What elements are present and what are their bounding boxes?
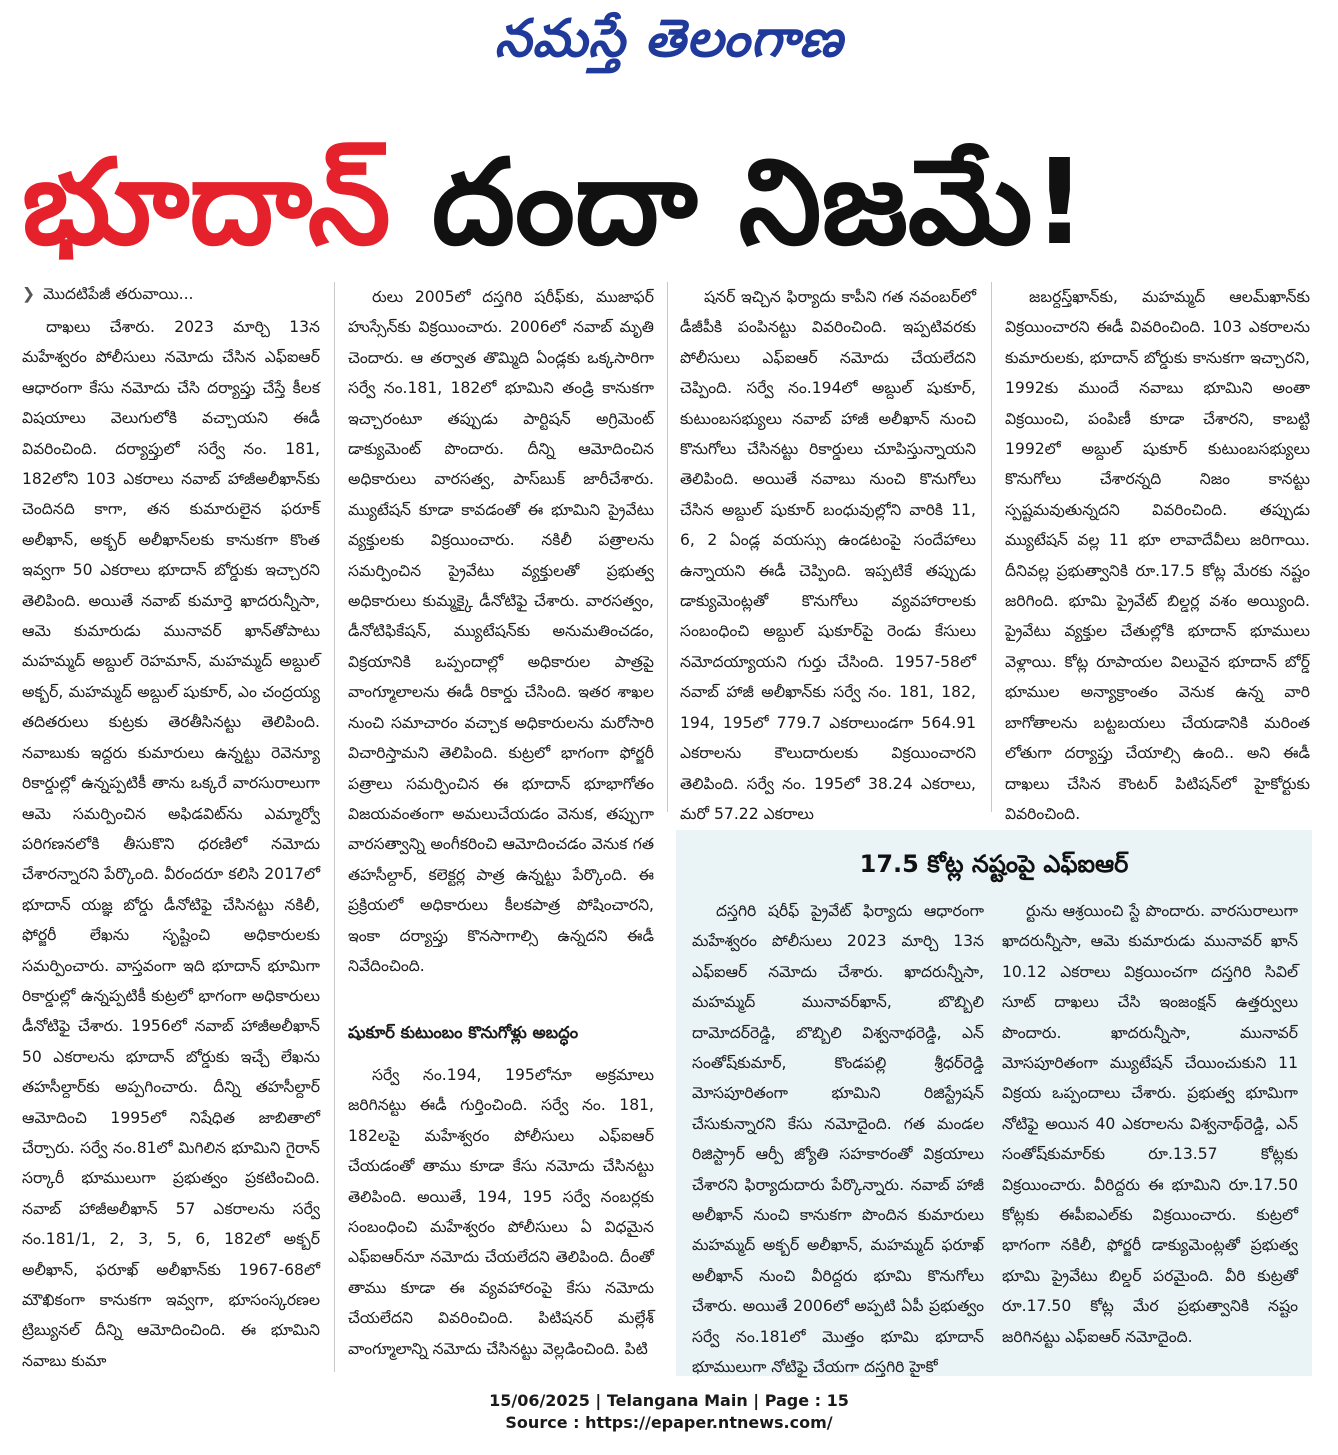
box-column-2-text: ర్టును ఆశ్రయించి స్టే పొందారు. వారసురాలుగా ఖాదరున్నీసా, ఆమె కుమారుడు మునావర్ ఖాన్ 10.12 ఎకరాలు విక్రయించగా దస్తగిరి సివిల్ సూట్ దాఖలు చేసి ఇంజంక్షన్ ఉత్తర్వులు పొందారు. ఖాదరున్నీసా, మునావర్ మోసపూరితంగా మ్యుటేషన్ చేయించుకుని 11 విక్రయ ఒప్పందాలు చేశారు. ప్రభుత్వ భూమిగా నోటిఫై అయిన 40 ఎకరాలను విశ్వనాథ్‌రెడ్డి, ఎన్ సంతోష్‌కుమార్‌కు రూ.13.57 కోట్లకు విక్రయించారు. వీరిద్దరు ఈ భూమిని రూ.17.50 కోట్లకు ఈపీఐఎల్‌కు విక్రయించారు. కుట్రలో భాగంగా నకిలీ, ఫోర్జరీ డాక్యుమెంట్లతో ప్రభుత్వ భూమి ప్రైవేటు బిల్డర్ పరమైంది. వీరి కుట్రతో రూ.17.50 కోట్ల మేర ప్రభుత్వానికి నష్టం జరిగినట్టు ఎఫ్ఐఆర్ నమోదైంది. bbox=[1002, 902, 1298, 1346]
page-footer bbox=[0, 1390, 1338, 1446]
sidebar-box bbox=[676, 830, 1312, 1376]
footer-date-edition: 15/06/2025 | Telangana Main | Page : 15 bbox=[489, 1391, 849, 1410]
headline bbox=[22, 132, 1322, 272]
column-divider bbox=[991, 282, 992, 812]
continued-label: మొదటిపేజీ తరువాయి... bbox=[43, 285, 194, 303]
article-column-3 bbox=[680, 282, 976, 823]
column-3-text: షనర్ ఇచ్చిన ఫిర్యాదు కాపీని గత నవంబర్‌లో డీజీపీకి పంపినట్టు వివరించింది. ఇప్పటివరకు పోలీసులు ఎఫ్ఐఆర్ నమోదు చేయలేదని చెప్పింది. సర్వే నం.194లో అబ్దుల్ షుకూర్, కుటుంబసభ్యులు నవాబ్ హాజీ అలీఖాన్ నుంచి కొనుగోలు చేసినట్టు రికార్డులు చూపిస్తున్నాయని తెలిపింది. అయితే నవాబు నుంచి కొనుగోలు చేసిన అబ్దుల్ షుకూర్ బంధువుల్లోని వారికి 11, 6, 2 ఏండ్ల వయస్సు ఉండటంపై సందేహాలు ఉన్నాయని ఈడీ చెప్పింది. ఇప్పటికే తప్పుడు డాక్యుమెంట్లతో కొనుగోలు వ్యవహారాలకు సంబంధించి అబ్దుల్ షుకూర్‌పై రెండు కేసులు నమోదయ్యాయని గుర్తు చేసింది. 1957-58లో నవాబ్ హాజీ అలీఖాన్‌కు సర్వే నం. 181, 182, 194, 195లో 779.7 ఎకరాలుండగా 564.91 ఎకరాలను కౌలుదారులకు విక్రయించారని తెలిపింది. సర్వే నం. 195లో 38.24 ఎకరాలు, మరో 57.22 ఎకరాలు bbox=[680, 288, 976, 823]
subheading: షుకూర్ కుటుంబం కొనుగోళ్లు అబద్ధం bbox=[348, 1023, 579, 1042]
chevron-right-icon: ❯ bbox=[22, 285, 36, 303]
box-column-1 bbox=[692, 896, 984, 1377]
article-column-4 bbox=[1005, 282, 1310, 823]
article-column-2-continued bbox=[348, 1060, 654, 1370]
masthead-logo: నమస్తే తెలంగాణ bbox=[494, 9, 844, 69]
column-2b-text: సర్వే నం.194, 195లోనూ అక్రమాలు జరిగినట్టు ఈడీ గుర్తించింది. సర్వే నం. 181, 182లపై మహేశ్వరం పోలీసులు ఎఫ్ఐఆర్ చేయడంతో తాము కూడా కేసు నమోదు చేసినట్టు తెలిపింది. అయితే, 194, 195 సర్వే నంబర్లకు సంబంధించి మహేశ్వరం పోలీసులు ఏ విధమైన ఎఫ్ఐఆర్‌నూ నమోదు చేయలేదని తెలిపింది. దీంతో తాము కూడా ఈ వ్యవహారంపై కేసు నమోదు చేయలేదని వివరించింది. పిటిషనర్ మల్లేశ్ వాంగ్మూలాన్ని నమోదు చేసినట్టు వెల్లడించింది. పిటి bbox=[348, 1066, 654, 1358]
column-2-text: రులు 2005లో దస్తగిరి షరీఫ్‌కు, ముజాఫర్ హుస్సేన్‌కు విక్రయించారు. 2006లో నవాబ్ మృతి చెందారు. ఆ తర్వాత తొమ్మిది ఏండ్లకు ఒక్కసారిగా సర్వే నం.181, 182లో భూమిని తండ్రి కానుకగా ఇచ్చారంటూ తప్పుడు పార్టిషన్ అగ్రిమెంట్ డాక్యుమెంట్ పొందారు. దీన్ని ఆమోదించిన అధికారులు వారసత్వ, పాస్‌బుక్ జారీచేశారు. మ్యుటేషన్ కూడా కావడంతో ఈ భూమిని ప్రైవేటు వ్యక్తులకు విక్రయించారు. నకిలీ పత్రాలను సమర్పించిన ప్రైవేటు వ్యక్తులతో ప్రభుత్వ అధికారులు కుమ్మక్కై డీనోటిఫై చేశారు. వారసత్వం, డీనోటిఫికేషన్, మ్యుటేషన్‌కు అనుమతించడం, విక్రయానికి ఒప్పందాల్లో అధికారుల పాత్రపై వాంగ్మూలాలను ఈడీ రికార్డు చేసింది. ఇతర శాఖల నుంచి సమాచారం వచ్చాక అధికారులను మరోసారి విచారిస్తామని తెలిపింది. కుట్రలో భాగంగా ఫోర్జరీ పత్రాలు సమర్పించిన ఈ భూదాన్ భూభాగోతం విజయవంతంగా అమలుచేయడం వెనుక, తప్పుగా వారసత్వాన్ని అంగీకరించి ఆమోదించడం వెనుక గత తహసీల్దార్, కలెక్టర్ల పాత్ర ఉన్నట్టు పేర్కొంది. ఈ ప్రక్రియలో అధికారులు కీలకపాత్ర పోషించారని, ఇంకా దర్యాప్తు కొనసాగాల్సి ఉన్నదని ఈడీ నివేదించింది. bbox=[348, 288, 654, 975]
headline-part-2: దందా నిజమే! bbox=[431, 133, 1087, 271]
column-divider bbox=[667, 282, 668, 812]
footer-source: Source : https://epaper.ntnews.com/ bbox=[505, 1413, 833, 1432]
column-4-text: జబర్దస్త్‌ఖాన్‌కు, మహమ్మద్ ఆలమ్‌ఖాన్‌కు విక్రయించారని ఈడీ వివరించింది. 103 ఎకరాలను కుమారులకు, భూదాన్ బోర్డుకు కానుకగా ఇచ్చారని, 1992కు ముందే నవాబు భూమిని అంతా విక్రయించి, పంపిణీ కూడా చేశారని, కాబట్టి 1992లో అబ్దుల్ షుకూర్ కుటుంబసభ్యులు కొనుగోలు చేశారన్నది నిజం కానట్టు స్పష్టమవుతున్నదని వివరించింది. తప్పుడు మ్యుటేషన్ వల్ల 11 భూ లావాదేవీలు జరిగాయి. దీనివల్ల ప్రభుత్వానికి రూ.17.5 కోట్ల మేరకు నష్టం జరిగింది. భూమి ప్రైవేట్ బిల్డర్ల వశం అయ్యింది. ప్రైవేటు వ్యక్తుల చేతుల్లోకి భూదాన్ భూములు వెళ్లాయి. కోట్ల రూపాయల విలువైన భూదాన్ బోర్డ్ భూముల అన్యాక్రాంతం వెనుక ఉన్న వారి బాగోతాలను బట్టబయలు చేయడానికి మరింత లోతుగా దర్యాప్తు చేయాల్సి ఉంది.. అని ఈడీ దాఖలు చేసిన కౌంటర్ పిటిషన్‌లో హైకోర్టుకు వివరించింది. bbox=[1005, 288, 1310, 823]
article-column-1 bbox=[22, 312, 320, 1372]
box-title: 17.5 కోట్ల నష్టంపై ఎఫ్ఐఆర్ bbox=[859, 850, 1129, 878]
column-1-text: దాఖలు చేశారు. 2023 మార్చి 13న మహేశ్వరం పోలీసులు నమోదు చేసిన ఎఫ్ఐఆర్ ఆధారంగా కేసు నమోదు చేసి దర్యాప్తు చేస్తే కీలక విషయాలు వెలుగులోకి వచ్చాయని ఈడీ వివరించింది. దర్యాప్తులో సర్వే నం. 181, 182లోని 103 ఎకరాలు నవాబ్ హాజీఅలీఖాన్‌కు చెందినది కాగా, తన కుమారులైన ఫరూక్ అలీఖాన్, అక్బర్ అలీఖాన్‌లకు కానుకగా కొంత ఇవ్వగా 50 ఎకరాలు భూదాన్ బోర్డుకు ఇచ్చారని తెలిపింది. అయితే నవాబ్ కుమార్తె ఖాదరున్నీసా, ఆమె కుమారుడు మునావర్ ఖాన్‌తోపాటు మహమ్మద్ అబ్దుల్ రెహమాన్, మహమ్మద్ అబ్దుల్ అక్బర్, మహమ్మద్ అబ్దుల్ షుకూర్, ఎం చంద్రయ్య తదితరులు కుట్రకు తెరతీసినట్టు తెలిపింది. నవాబుకు ఇద్దరు కుమారులు ఉన్నట్టు రెవెన్యూ రికార్డుల్లో ఉన్నప్పటికీ తాను ఒక్కరే వారసురాలుగా ఆమె సమర్పించిన అఫిడవిట్‌ను ఎమ్మార్వో పరిగణనలోకి తీసుకొని ధరణిలో నమోదు చేశారన్నారని పేర్కొంది. వీరందరూ కలిసి 2017లో భూదాన్ యజ్ఞ బోర్డు డీనోటిఫై చేసినట్టు నకిలీ, ఫోర్జరీ లేఖను సృష్టించి అధికారులకు సమర్పించారు. వాస్తవంగా ఇది భూదాన్ భూమిగా రికార్డుల్లో ఉన్నప్పటికీ కుట్రలో భాగంగా అధికారులు డీనోటిఫై చేశారు. 1956లో నవాబ్ హాజీఅలీఖాన్ 50 ఎకరాలను భూదాన్ బోర్డుకు ఇచ్చే లేఖను తహసీల్దార్‌కు అప్పగించారు. దీన్ని తహసీల్దార్ ఆమోదించి 1995లో నిషేధిత జాబితాలో చేర్చారు. సర్వే నం.81లో మిగిలిన భూమిని గైరాన్ సర్కారీ భూములుగా ప్రభుత్వం ప్రకటించింది. నవాబ్ హాజీఅలీఖాన్ 57 ఎకరాలను సర్వే నం.181/1, 2, 3, 5, 6, 182లో అక్బర్ అలీఖాన్, ఫరూఖ్ అలీఖాన్‌కు 1967-68లో మౌఖికంగా కానుకగా ఇవ్వగా, భూసంస్కరణల ట్రిబ్యునల్ దీన్ని ఆమోదించింది. ఈ భూమిని నవాబు కుమా bbox=[22, 318, 320, 1370]
column-divider bbox=[334, 282, 335, 1372]
box-column-2 bbox=[1002, 896, 1298, 1368]
continued-from-front-page bbox=[22, 282, 322, 306]
box-column-1-text: దస్తగిరి షరీఫ్ ప్రైవేట్ ఫిర్యాదు ఆధారంగా మహేశ్వరం పోలీసులు 2023 మార్చి 13న ఎఫ్ఐఆర్ నమోదు చేశారు. ఖాదరున్నీసా, మహమ్మద్ మునావర్‌ఖాన్, బొబ్బిలి దామోదర్‌రెడ్డి, బొబ్బిలి విశ్వనాథరెడ్డి, ఎన్ సంతోష్‌కుమార్, కొండపల్లి శ్రీధర్‌రెడ్డి మోసపూరితంగా భూమిని రిజిస్ట్రేషన్ చేసుకున్నారని కేసు నమోదైంది. గత మండల రిజిస్ట్రార్ ఆర్పీ జ్యోతి సహకారంతో విక్రయాలు చేశారని ఫిర్యాదుదారు పేర్కొన్నారు. నవాబ్ హాజీ అలీఖాన్ నుంచి కానుకగా పొందిన కుమారులు మహమ్మద్ అక్బర్ అలీఖాన్, మహమ్మద్ ఫరూఖ్ అలీఖాన్ నుంచి వీరిద్దరు భూమి కొనుగోలు చేశారు. అయితే 2006లో అప్పటి ఏపీ ప్రభుత్వం సర్వే నం.181లో మొత్తం భూమి భూదాన్ భూములుగా నోటిఫై చేయగా దస్తగిరి హైకో bbox=[692, 902, 984, 1377]
article-column-2 bbox=[348, 282, 654, 1002]
headline-part-1: భూదాన్ bbox=[22, 133, 391, 271]
